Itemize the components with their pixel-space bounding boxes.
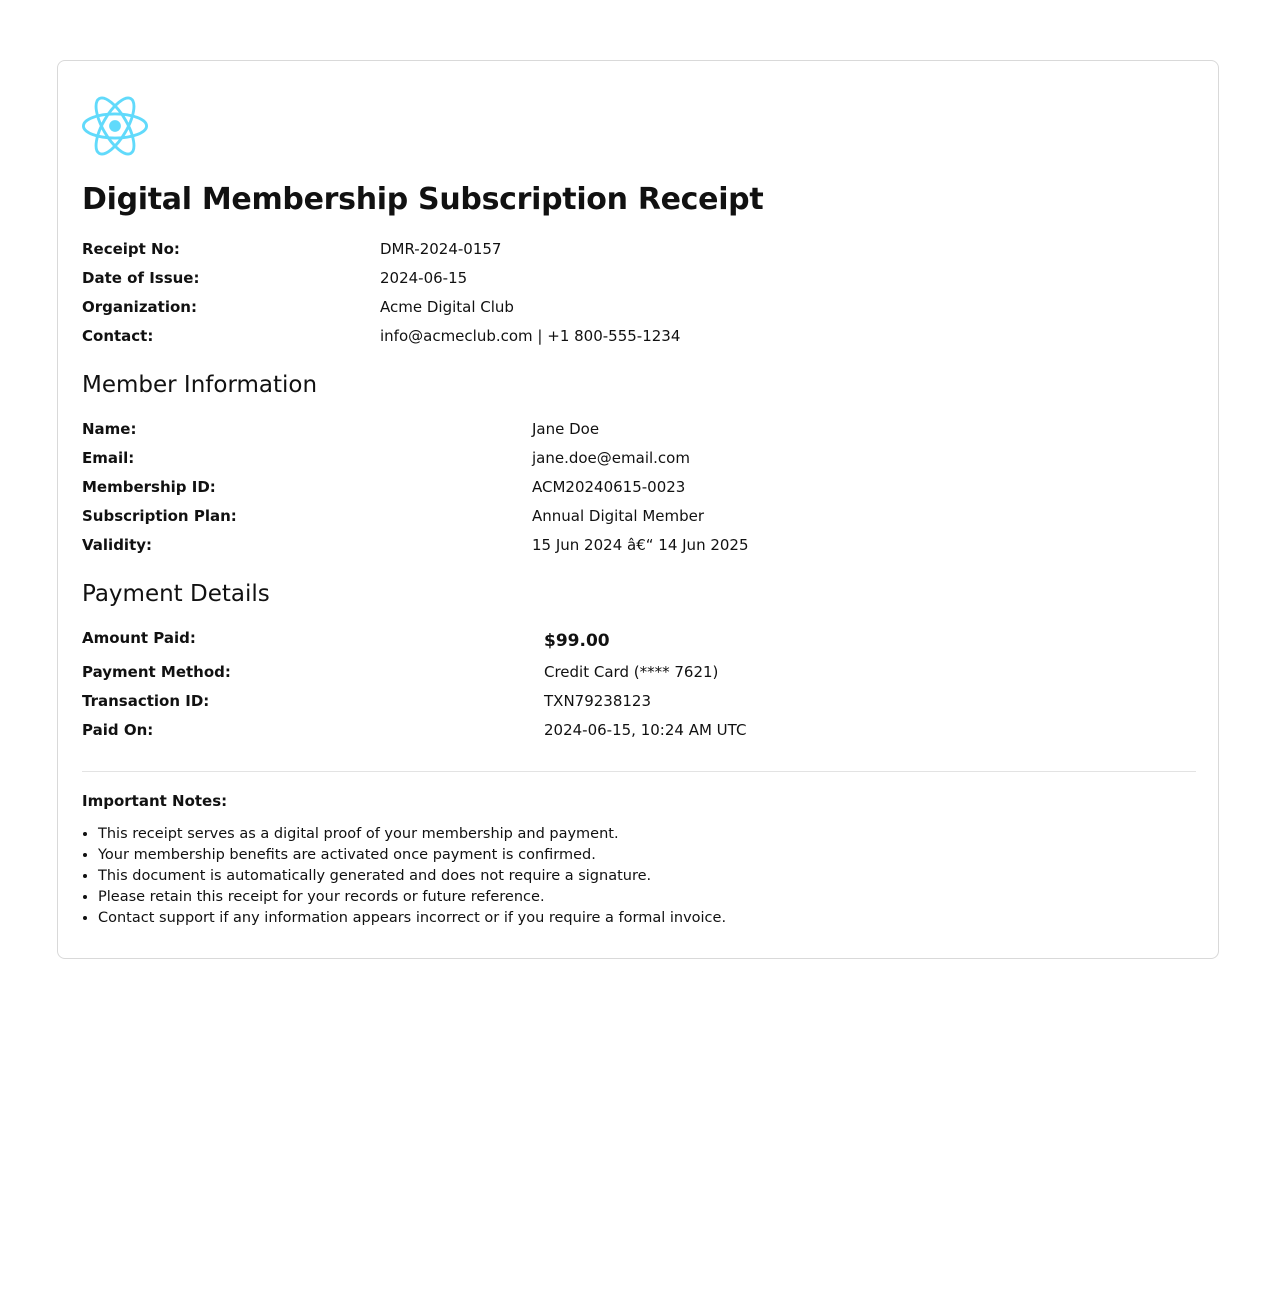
transaction-id-label: Transaction ID: [82, 692, 210, 710]
transaction-id-value: TXN79238123 [544, 692, 652, 710]
member-email-value: jane.doe@email.com [532, 449, 690, 467]
validity-label: Validity: [82, 536, 153, 554]
note-item: • Please retain this receipt for your records or future reference. [98, 887, 726, 908]
note-item: • Contact support if any information appears incorrect or if you require a formal invoice. [98, 908, 726, 929]
subscription-plan-label: Subscription Plan: [82, 507, 237, 525]
note-item: • Your membership benefits are activated once payment is confirmed. [98, 845, 726, 866]
divider [82, 771, 1196, 772]
react-atom-icon [82, 96, 148, 156]
page-title: Digital Membership Subscription Receipt [82, 182, 764, 217]
paid-on-value: 2024-06-15, 10:24 AM UTC [544, 721, 747, 739]
member-name-value: Jane Doe [532, 420, 600, 438]
note-item: • This document is automatically generated and does not require a signature. [98, 866, 726, 887]
organization-label: Organization: [82, 298, 197, 316]
member-email-label: Email: [82, 449, 135, 467]
amount-paid-label: Amount Paid: [82, 629, 196, 647]
note-item: • This receipt serves as a digital proof of your membership and payment. [98, 824, 726, 845]
membership-id-label: Membership ID: [82, 478, 216, 496]
validity-value: 15 Jun 2024 â€“ 14 Jun 2025 [532, 536, 749, 554]
organization-value: Acme Digital Club [380, 298, 514, 316]
issue-date-value: 2024-06-15 [380, 269, 468, 287]
paid-on-label: Paid On: [82, 721, 154, 739]
receipt-card [57, 60, 1219, 959]
member-name-label: Name: [82, 420, 137, 438]
member-info-heading: Member Information [82, 372, 318, 398]
notes-list [82, 824, 726, 929]
contact-label: Contact: [82, 327, 154, 345]
subscription-plan-value: Annual Digital Member [532, 507, 705, 525]
membership-id-value: ACM20240615-0023 [532, 478, 686, 496]
payment-method-label: Payment Method: [82, 663, 231, 681]
receipt-number-label: Receipt No: [82, 240, 180, 258]
contact-value: info@acmeclub.com | +1 800-555-1234 [380, 327, 681, 345]
notes-heading: Important Notes: [82, 792, 228, 810]
amount-paid-value: $99.00 [544, 631, 610, 651]
payment-details-heading: Payment Details [82, 581, 270, 607]
issue-date-label: Date of Issue: [82, 269, 200, 287]
receipt-number-value: DMR-2024-0157 [380, 240, 502, 258]
payment-method-value: Credit Card (**** 7621) [544, 663, 719, 681]
